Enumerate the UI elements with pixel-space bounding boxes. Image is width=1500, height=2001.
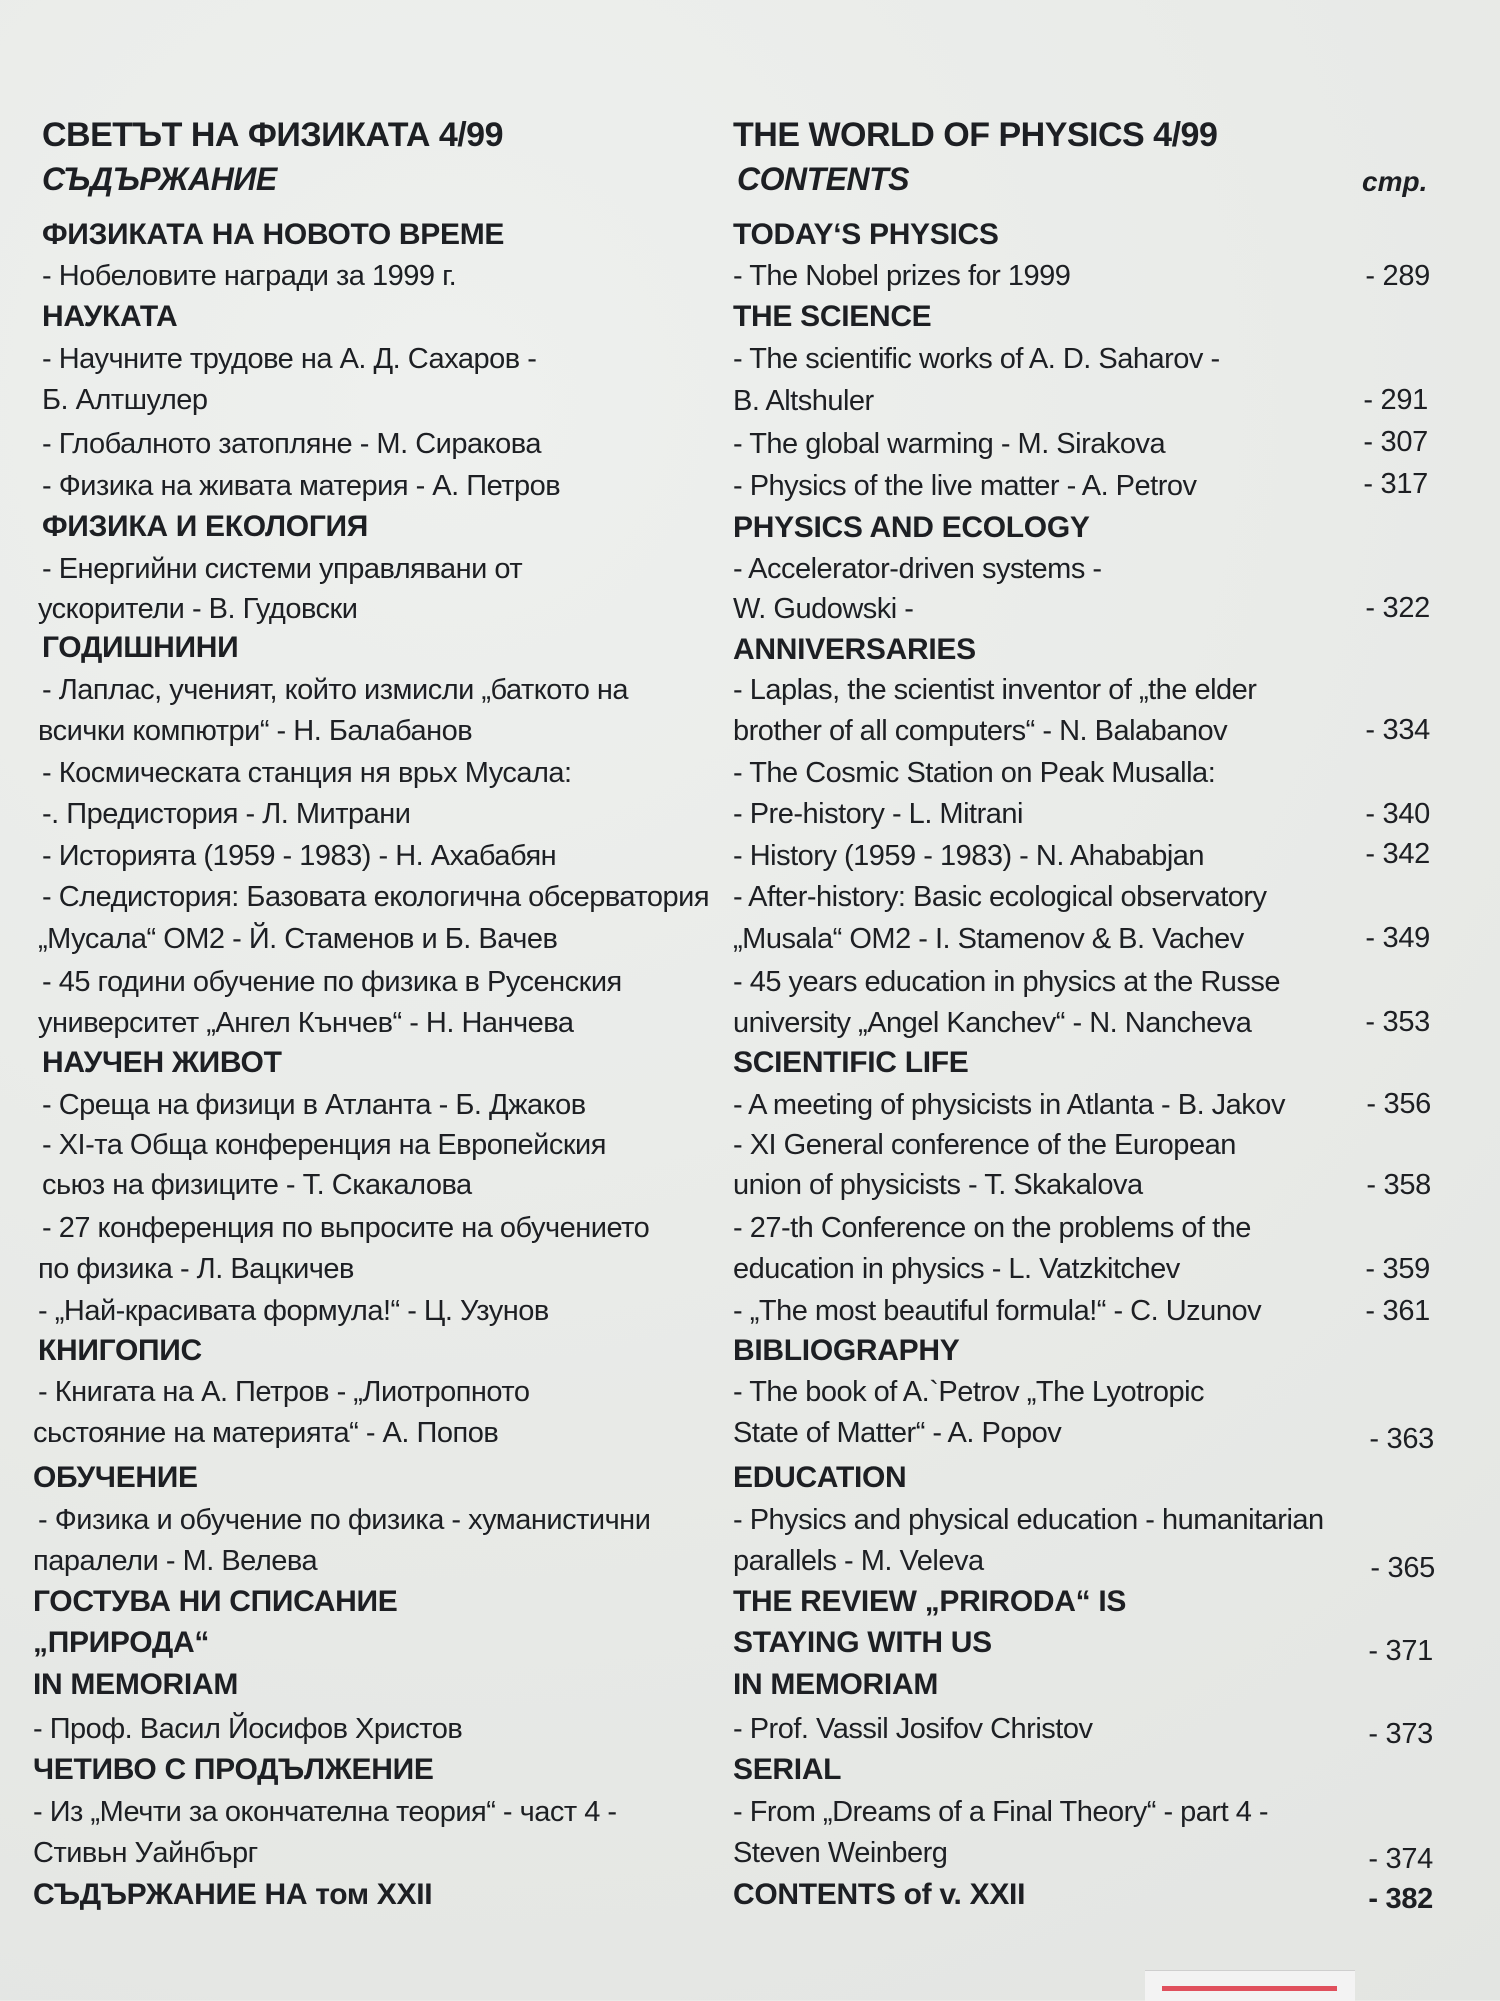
bg-section-heading: НАУЧЕН ЖИВОТ	[42, 1046, 282, 1079]
bg-journal-title: СВЕТЪТ НА ФИЗИКАТА 4/99	[42, 116, 503, 154]
en-entry: - From „Dreams of a Final Theory“ - part 4 -	[733, 1796, 1269, 1828]
page-number: - 373	[1368, 1718, 1433, 1750]
bg-entry: - Лаплас, ученият, който измисли „баткото на	[42, 674, 629, 706]
page-number: - 317	[1363, 468, 1428, 500]
en-entry: - Laplas, the scientist inventor of „the elder	[733, 674, 1257, 706]
bg-entry: - Из „Мечти за окончателна теория“ - част 4 -	[33, 1796, 617, 1828]
bg-entry: „Мусала“ ОМ2 - Й. Стаменов и Б. Вачев	[38, 923, 558, 955]
bg-section-heading: ГОСТУВА НИ СПИСАНИЕ	[33, 1585, 398, 1618]
en-entry: „Musala“ OM2 - I. Stamenov & B. Vachev	[733, 923, 1244, 955]
bg-entry: - Физика и обучение по физика - хуманистични	[38, 1504, 651, 1536]
page-number: - 358	[1366, 1169, 1431, 1201]
page-number: - 349	[1365, 922, 1430, 954]
en-entry: - XI General conference of the European	[733, 1129, 1236, 1161]
en-entry: W. Gudowski -	[733, 593, 914, 625]
bg-section-heading: IN MEMORIAM	[33, 1668, 239, 1701]
en-entry: brother of all computers“ - N. Balabanov	[733, 715, 1228, 747]
en-section-heading: TODAY‘S PHYSICS	[733, 218, 999, 251]
page-number: - 371	[1368, 1635, 1433, 1667]
bg-entry: паралели - М. Велева	[33, 1545, 318, 1577]
en-entry: union of physicists - T. Skakalova	[733, 1169, 1143, 1201]
bg-entry: - Историята (1959 - 1983) - Н. Ахабабян	[42, 840, 557, 872]
en-entry: - Pre-history - L. Mitrani	[733, 798, 1023, 830]
page-number: - 322	[1365, 592, 1430, 624]
en-entry: - Prof. Vassil Josifov Christov	[733, 1713, 1093, 1745]
bg-entry: - 45 години обучение по физика в Русенския	[42, 966, 622, 998]
en-section-heading: CONTENTS of v. XXII	[733, 1878, 1026, 1911]
page-number: - 374	[1368, 1843, 1433, 1875]
page-number: - 342	[1365, 838, 1430, 870]
bg-entry: - Следистория: Базовата екологична обсерватория	[42, 881, 710, 913]
bg-section-heading: „ПРИРОДА“	[33, 1626, 210, 1659]
page-number: - 289	[1365, 260, 1430, 292]
bg-entry: - Енергийни системи управлявани от	[42, 553, 523, 585]
page-number: - 363	[1369, 1423, 1434, 1455]
bg-entry: - Проф. Васил Йосифов Христов	[33, 1713, 463, 1745]
en-journal-title: THE WORLD OF PHYSICS 4/99	[733, 116, 1218, 154]
en-section-heading: THE REVIEW „PRIRODA“ IS	[733, 1585, 1127, 1618]
page-number: - 359	[1365, 1253, 1430, 1285]
bg-entry: Б. Алтшулер	[42, 384, 208, 416]
en-entry: - Accelerator-driven systems -	[733, 553, 1102, 585]
en-entry: - History (1959 - 1983) - N. Ahababjan	[733, 840, 1205, 872]
en-section-heading: STAYING WITH US	[733, 1626, 992, 1659]
bg-section-heading: НАУКАТА	[42, 300, 178, 333]
bg-entry: - XI-та Обща конференция на Европейския	[42, 1129, 606, 1161]
bg-section-heading: ОБУЧЕНИЕ	[33, 1461, 198, 1494]
en-entry: - The book of A.`Petrov „The Lyotropic	[733, 1376, 1205, 1408]
en-section-heading: SCIENTIFIC LIFE	[733, 1046, 969, 1079]
bg-entry: - Нобеловите награди за 1999 г.	[42, 260, 457, 292]
bg-entry: - Физика на живата материя - А. Петров	[42, 470, 561, 502]
bg-entry: - Космическата станция ня врьх Мусала:	[42, 757, 572, 789]
bg-section-heading: КНИГОПИС	[38, 1334, 202, 1367]
page-number: - 353	[1365, 1006, 1430, 1038]
sticker-stripe	[1162, 1986, 1337, 1991]
en-entry: - A meeting of physicists in Atlanta - B. Jakov	[733, 1089, 1285, 1121]
page-column-label: стр.	[1362, 166, 1428, 197]
page-number: - 356	[1366, 1088, 1431, 1120]
bg-entry: -. Предистория - Л. Митрани	[42, 798, 411, 830]
en-entry: B. Altshuler	[733, 385, 874, 417]
en-section-heading: IN MEMORIAM	[733, 1668, 939, 1701]
bg-entry: университет „Ангел Кънчев“ - Н. Нанчева	[38, 1007, 574, 1039]
en-entry: education in physics - L. Vatzkitchev	[733, 1253, 1180, 1285]
en-entry: - The Nobel prizes for 1999	[733, 260, 1071, 292]
page-number: - 365	[1370, 1552, 1435, 1584]
bg-entry: - „Най-красивата формула!“ - Ц. Узунов	[38, 1295, 549, 1327]
en-entry: State of Matter“ - A. Popov	[733, 1417, 1062, 1449]
en-contents-heading: CONTENTS	[737, 161, 909, 197]
en-entry: - The global warming - M. Sirakova	[733, 428, 1166, 460]
en-entry: - The scientific works of A. D. Saharov -	[733, 343, 1220, 375]
page-number: - 307	[1363, 426, 1428, 458]
bg-contents-heading: СЪДЪРЖАНИЕ	[42, 161, 277, 197]
bg-entry: сьюз на физиците - Т. Скакалова	[42, 1169, 472, 1201]
en-section-heading: BIBLIOGRAPHY	[733, 1334, 960, 1367]
en-entry: - The Cosmic Station on Peak Musalla:	[733, 757, 1216, 789]
bg-entry: - 27 конференция по вьпросите на обучението	[42, 1212, 650, 1244]
bg-entry: - Научните трудове на А. Д. Сахаров -	[42, 343, 537, 375]
bg-entry: - Глобалното затопляне - М. Сиракова	[42, 428, 541, 460]
en-entry: - Physics and physical education - humanitarian	[733, 1504, 1324, 1536]
bg-entry: по физика - Л. Вацкичев	[38, 1253, 354, 1285]
bg-entry: - Книгата на А. Петров - „Лиотропното	[38, 1376, 530, 1408]
bg-section-heading: СЪДЪРЖАНИЕ НА том XXII	[33, 1878, 433, 1911]
en-entry: Steven Weinberg	[733, 1837, 948, 1869]
bg-entry: всички компютри“ - Н. Балабанов	[38, 715, 473, 747]
bg-section-heading: ФИЗИКА И ЕКОЛОГИЯ	[42, 510, 369, 543]
en-section-heading: THE SCIENCE	[733, 300, 932, 333]
page-number: - 340	[1365, 798, 1430, 830]
en-entry: - Physics of the live matter - A. Petrov	[733, 470, 1197, 502]
en-entry: - 45 years education in physics at the Russe	[733, 966, 1281, 998]
en-entry: - „The most beautiful formula!“ - C. Uzunov	[733, 1295, 1262, 1327]
en-entry: university „Angel Kanchev“ - N. Nancheva	[733, 1007, 1252, 1039]
bg-entry: - Среща на физици в Атланта - Б. Джаков	[42, 1089, 586, 1121]
page-number: - 291	[1363, 384, 1428, 416]
en-entry: - 27-th Conference on the problems of the	[733, 1212, 1251, 1244]
bg-entry: ускорители - В. Гудовски	[38, 593, 358, 625]
page-number: - 382	[1368, 1883, 1433, 1915]
bg-section-heading: ФИЗИКАТА НА НОВОТО ВРЕМЕ	[42, 218, 505, 251]
bg-entry: сьстояние на материята“ - А. Попов	[33, 1417, 499, 1449]
page-number: - 361	[1365, 1295, 1430, 1327]
bg-section-heading: ГОДИШНИНИ	[42, 631, 239, 664]
en-section-heading: ANNIVERSARIES	[733, 633, 976, 666]
bg-section-heading: ЧЕТИВО С ПРОДЪЛЖЕНИЕ	[33, 1753, 434, 1786]
en-section-heading: PHYSICS AND ECOLOGY	[733, 511, 1090, 544]
en-section-heading: SERIAL	[733, 1753, 842, 1786]
bg-entry: Стивьн Уайнбърг	[33, 1837, 258, 1869]
en-entry: - After-history: Basic ecological observatory	[733, 881, 1267, 913]
en-section-heading: EDUCATION	[733, 1461, 907, 1494]
page-number: - 334	[1365, 714, 1430, 746]
en-entry: parallels - M. Veleva	[733, 1545, 984, 1577]
